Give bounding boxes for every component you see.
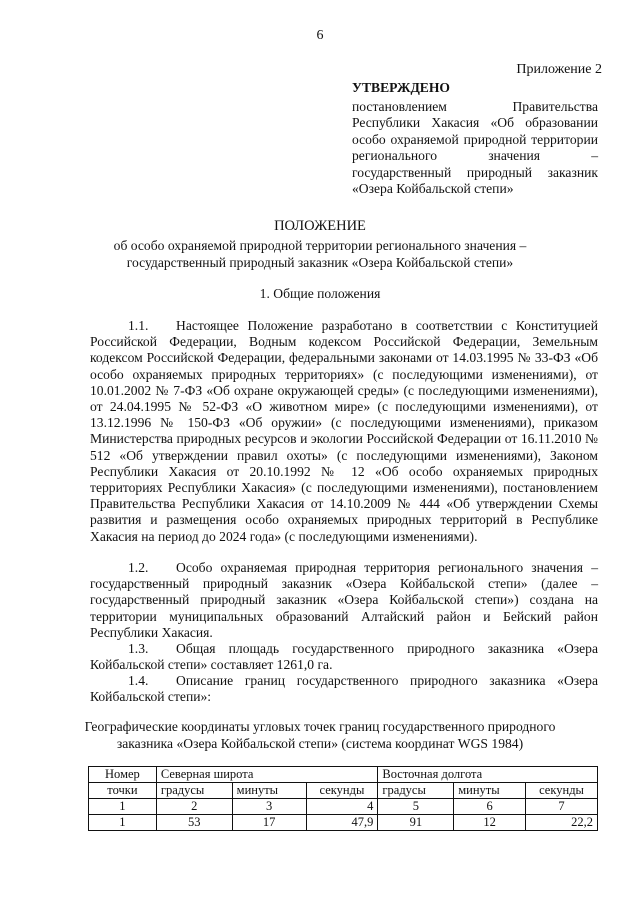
table-cell: 22,2 — [526, 815, 598, 831]
paragraph-1-1 — [90, 318, 598, 545]
approval-head: УТВЕРЖДЕНО — [352, 80, 451, 95]
header-degrees: градусы — [378, 783, 454, 799]
table-cell: 6 — [454, 799, 526, 815]
header-degrees: градусы — [156, 783, 232, 799]
paragraph-number: 1.1. — [128, 318, 149, 333]
table-cell: 5 — [378, 799, 454, 815]
header-minutes: минуты — [232, 783, 306, 799]
approval-block — [352, 80, 598, 198]
page-number: 6 — [316, 28, 324, 43]
table-cell: 7 — [526, 799, 598, 815]
table-row — [89, 815, 598, 831]
header-seconds: секунды — [526, 783, 598, 799]
table-header-row — [89, 767, 598, 783]
table-cell: 12 — [454, 815, 526, 831]
paragraph-number: 1.4. — [128, 673, 149, 688]
table-cell: 3 — [232, 799, 306, 815]
header-point-number: Номер — [89, 767, 157, 783]
paragraph-number: 1.2. — [128, 560, 149, 575]
paragraph-text: Описание границ государственного природного заказника «Озера Койбальской степи»: — [90, 673, 598, 705]
section-heading: 1. Общие положения — [259, 286, 381, 301]
appendix-label: Приложение 2 — [516, 62, 602, 77]
table-cell: 91 — [378, 815, 454, 831]
paragraph-text: Общая площадь государственного природного заказника «Озера Койбальской степи» составляет 1261,0 га. — [90, 641, 598, 673]
coordinates-table — [88, 766, 598, 831]
paragraph-1-2 — [90, 560, 598, 641]
table-cell: 1 — [89, 815, 157, 831]
table-cell: 2 — [156, 799, 232, 815]
header-north-latitude: Северная широта — [156, 767, 378, 783]
header-seconds: секунды — [306, 783, 378, 799]
header-east-longitude: Восточная долгота — [378, 767, 598, 783]
table-cell: 4 — [306, 799, 378, 815]
table-cell: 17 — [232, 815, 306, 831]
table-cell: 1 — [89, 799, 157, 815]
table-cell: 47,9 — [306, 815, 378, 831]
paragraph-text: Настоящее Положение разработано в соответствии с Конституцией Российской Федерации, Водным кодексом Российской Федерации, Земельным кодексом Российской Федерации, федеральными законами от 14.03.1995 № 33-ФЗ «Об особо охраняемых природных территориях» (с последующими изменениями), от 10.01.2002 № 7-ФЗ «Об охране окружающей среды» (с последующими изменениями), от 24.04.1995 № 52-ФЗ «О животном мире» (с последующими изменениями), от 13.12.1996 № 150-ФЗ «Об оружии» (с последующими изменениями), приказом Министерства природных ресурсов и экологии Российской Федерации от 16.11.2010 № 512 «Об утверждении правил охоты» (с последующими изменениями), Законом Республики Хакасия от 20.10.1992 № 12 «Об особо охраняемых природных территориях Республики Хакасия» (с последующими изменениями), постановлением Правительства Республики Хакасия от 14.10.2009 № 444 «Об утверждении Схемы развития и размещения особо охраняемых природных территорий в Республике Хакасия на период до 2024 года» (с последующими изменениями). — [90, 318, 598, 544]
table-index-row — [89, 799, 598, 815]
document-subtitle: об особо охраняемой природной территории регионального значения – государственный природный заказник «Озера Койбальской степи» — [113, 238, 527, 270]
paragraph-number: 1.3. — [128, 641, 149, 656]
document-title: ПОЛОЖЕНИЕ — [274, 218, 366, 234]
header-minutes: минуты — [454, 783, 526, 799]
table-caption: Географические координаты угловых точек границ государственного природного заказника «Озера Койбальской степи» (система координат WGS 1984) — [84, 719, 556, 751]
table-cell: 53 — [156, 815, 232, 831]
paragraph-1-3 — [90, 641, 598, 673]
paragraph-1-4 — [90, 673, 598, 705]
paragraph-text: Особо охраняемая природная территория регионального значения – государственный природный заказник «Озера Койбальской степи» (далее – государственный природный заказник «Озера Койбальской степи») создана на территории муниципальных образований Алтайский район и Бейский район Республики Хакасия. — [90, 560, 598, 640]
header-point: точки — [89, 783, 157, 799]
table-subheader-row — [89, 783, 598, 799]
approval-body: постановлением Правительства Республики Хакасия «Об образовании особо охраняемой природной территории регионального значения – государственный природный заказник «Озера Койбальской степи» — [352, 98, 598, 196]
